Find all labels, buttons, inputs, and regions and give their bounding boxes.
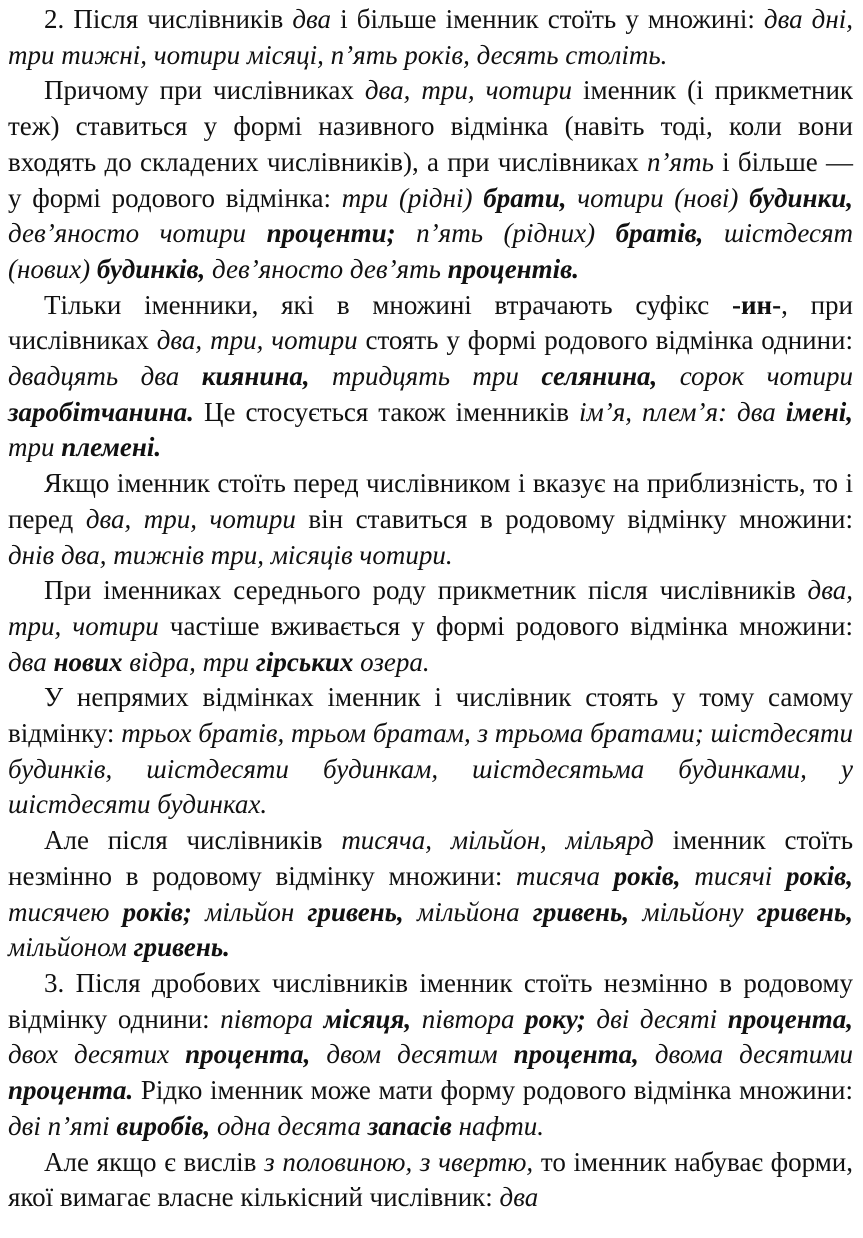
paragraph (8, 288, 853, 467)
text-run: озера. (353, 646, 430, 677)
paragraph (8, 966, 853, 1145)
paragraph (8, 680, 853, 823)
text-run: частіше вживається у формі родового відмінка множини: (158, 610, 853, 641)
text-run: дев’яносто чотири (8, 218, 267, 249)
text-run: Рідко іменник може мати форму родового відмінка множини: (133, 1075, 853, 1106)
text-run: процентів. (447, 253, 579, 284)
text-run: будинки, (749, 182, 853, 213)
text-run: запасів (367, 1110, 452, 1141)
text-run: заробітчанина. (8, 396, 194, 427)
text-run: двох десятих (8, 1039, 186, 1070)
text-run: киянина, (201, 361, 310, 392)
text-run: нафти. (451, 1110, 545, 1141)
paragraph (8, 1145, 853, 1216)
text-run: два, три, чотири (156, 325, 358, 356)
text-run: двом десятим (310, 1039, 514, 1070)
text-run: імені, (785, 396, 853, 427)
text-run: років; (122, 896, 192, 927)
text-run: три (8, 432, 62, 463)
text-run: тридцять три (309, 361, 542, 392)
text-run: Тільки іменники, які в множині втрачають суфікс (44, 289, 732, 320)
text-run: дві десяті (585, 1003, 728, 1034)
text-run: одна десята (210, 1110, 368, 1141)
text-run: виробів, (116, 1110, 211, 1141)
text-run: п’ять (647, 146, 714, 177)
text-run: гривень, (307, 896, 404, 927)
text-run: півтора (220, 1003, 324, 1034)
text-run: гривень, (532, 896, 630, 927)
text-run: проценти; (266, 218, 396, 249)
text-run: року; (525, 1003, 586, 1034)
text-run: племені. (61, 432, 162, 463)
text-run: п’ять (рідних) (395, 218, 616, 249)
text-run: брати, (483, 182, 567, 213)
text-run: Але після числівників (44, 825, 342, 856)
text-run: тисяча, мільйон, мільярд (341, 825, 654, 856)
text-run: двадцять два (8, 361, 202, 392)
text-run: -ин- (731, 289, 782, 320)
text-run: років, (613, 860, 681, 891)
text-run: братів, (615, 218, 704, 249)
text-run: тисячі (680, 860, 786, 891)
paragraph (8, 466, 853, 573)
text-run: сорок чотири (657, 361, 853, 392)
text-run: мільйону (629, 896, 757, 927)
text-run: дві п’яті (8, 1110, 117, 1141)
paragraph (8, 573, 853, 680)
text-run: місяця, (323, 1003, 412, 1034)
text-run: 2. Після числівників (44, 4, 293, 34)
text-run: відра, три (122, 646, 256, 677)
text-run: іменник стоїть незмінно в родовому відмінку множини: (8, 825, 854, 891)
text-run: будинків, (96, 253, 206, 284)
text-run: мільйон (191, 896, 308, 927)
text-run: два (499, 1182, 539, 1213)
text-run: 3. Після дробових числівників іменник стоїть незмінно в родовому відмінку однини: (8, 967, 853, 1034)
text-run: два, три, чотири (8, 575, 853, 641)
text-run: У непрямих відмінках іменник і числівник стоять у тому самому відмінку: (8, 682, 853, 749)
text-run: ім’я, плем’я: два (578, 396, 786, 427)
text-run: гривень, (756, 896, 853, 927)
text-run: і більше — у формі родового відмінка: (8, 146, 853, 213)
text-run: він ставиться в родовому відмінку множини: (295, 503, 853, 534)
text-run: іменник (і прикметник теж) ставиться у формі називного відмінка (навіть тоді, коли вони входять до складених числівників), а при числівниках (8, 75, 854, 177)
text-run: два, три, чотири (364, 75, 573, 106)
text-run: чотири (нові) (566, 182, 750, 213)
text-run: стоять у формі родового відмінка однини: (357, 325, 854, 356)
text-run: Якщо іменник стоїть перед числівником і вказує на приблизність, то і перед (8, 468, 853, 534)
text-run: три (рідні) (341, 182, 484, 213)
paragraph (8, 2, 853, 73)
text-run: то іменник набуває форми, якої вимагає власне кількісний числівник: (8, 1146, 853, 1213)
text-run: тисячею (8, 896, 123, 927)
text-run: два (292, 4, 332, 34)
text-run: двома десятими (638, 1039, 853, 1070)
text-run: процента. (8, 1075, 134, 1106)
text-run: два, три, чотири (85, 503, 296, 534)
text-run: гривень. (133, 932, 230, 963)
text-run: мільйона (403, 896, 533, 927)
text-run: селянина, (541, 361, 658, 392)
text-run: з половиною, з чвертю, (264, 1146, 534, 1177)
text-run: шістдесят (нових) (8, 218, 854, 284)
text-run: Але якщо є вислів (44, 1146, 265, 1177)
text-run: трьох братів, трьом братам, з трьома братами; шістдесяти будинків, шістдесяти будинкам, шістдесятьма будинками, у шістдесяти будинках. (8, 718, 854, 820)
text-run: і більше іменник стоїть у множині: (331, 4, 764, 34)
text-run: процента, (727, 1003, 853, 1034)
text-run: півтора (411, 1003, 526, 1034)
text-run: дев’яносто дев’ять (205, 253, 448, 284)
text-run: мільйоном (8, 932, 134, 963)
text-run: тисяча (516, 860, 614, 891)
text-run: , при числівниках (8, 289, 853, 356)
text-run: гірських (255, 646, 354, 677)
text-run: днів два, тижнів три, місяців чотири. (8, 539, 453, 570)
text-run: два (8, 646, 54, 677)
paragraph (8, 823, 853, 966)
text-run: При іменниках середнього роду прикметник після числівників (44, 575, 808, 606)
text-run: Це стосується також іменників (193, 396, 579, 427)
text-run: нових (53, 646, 123, 677)
paragraph (8, 73, 853, 287)
text-run: процента, (185, 1039, 311, 1070)
text-run: два дні, три тижні, чотири місяці, п’ять років, десять століть. (8, 4, 853, 70)
text-run: процента, (513, 1039, 639, 1070)
text-run: Причому при числівниках (44, 75, 365, 106)
text-run: років, (785, 860, 853, 891)
